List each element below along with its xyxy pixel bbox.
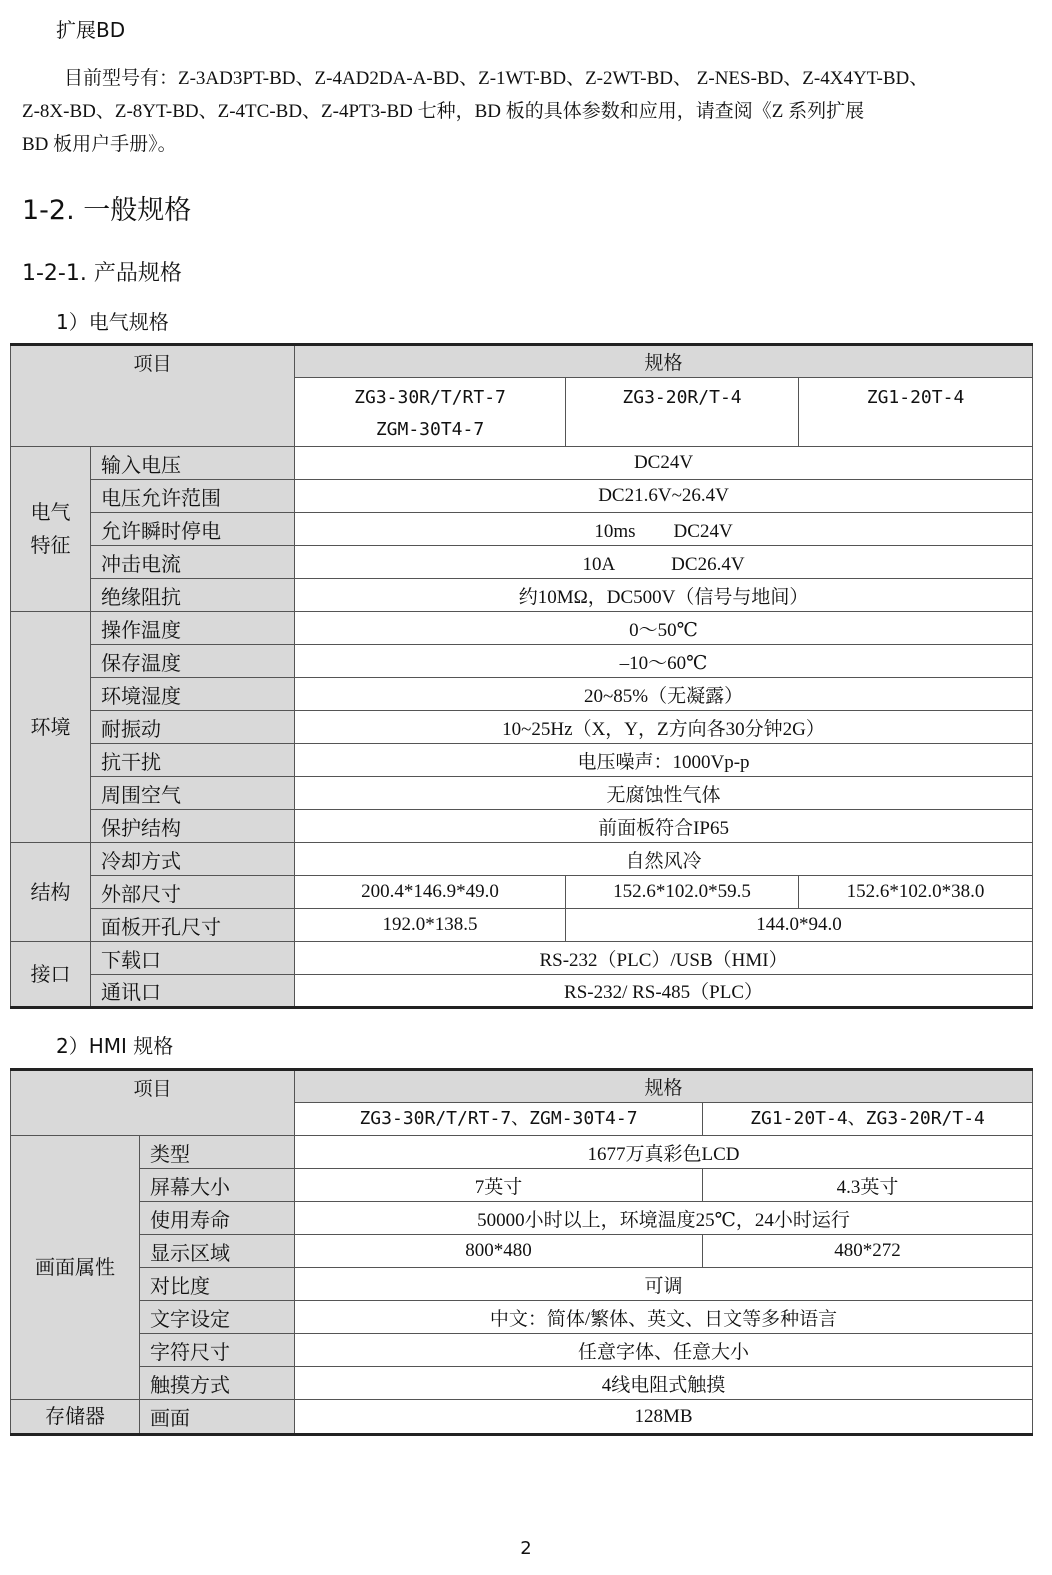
hmi-spec-table: [10, 1068, 1033, 1436]
label-cutout: 面板开孔尺寸: [91, 909, 295, 942]
heading-general-spec: 1-2. 一般规格: [22, 195, 192, 226]
model-col-2: ZG3-20R/T-4: [566, 378, 799, 447]
value-cutout-2: 144.0*94.0: [566, 909, 1033, 942]
value-air: 无腐蚀性气体: [295, 777, 1033, 810]
label-inrush-current: 冲击电流: [91, 546, 295, 579]
value-dimensions-2: 152.6*102.0*59.5: [566, 876, 799, 909]
hmi-model-col-2: ZG1-20T-4、ZG3-20R/T-4: [703, 1103, 1033, 1136]
label-insulation: 绝缘阻抗: [91, 579, 295, 612]
value-inrush-current: 10A DC26.4V: [295, 546, 1033, 579]
label-screen-mem: 画面: [140, 1400, 295, 1435]
intro-paragraph: [22, 62, 1012, 161]
subheading-electrical: 1）电气规格: [56, 310, 169, 334]
value-type: 1677万真彩色LCD: [295, 1136, 1033, 1169]
label-vibration: 耐振动: [91, 711, 295, 744]
page-number: 2: [520, 1538, 532, 1559]
value-protection: 前面板符合IP65: [295, 810, 1033, 843]
label-contrast: 对比度: [140, 1268, 295, 1301]
header-item: 项目: [11, 345, 295, 447]
label-voltage-range: 电压允许范围: [91, 480, 295, 513]
label-air: 周围空气: [91, 777, 295, 810]
label-display-area: 显示区域: [140, 1235, 295, 1268]
value-voltage-range: DC21.6V~26.4V: [295, 480, 1033, 513]
label-lifetime: 使用寿命: [140, 1202, 295, 1235]
value-contrast: 可调: [295, 1268, 1033, 1301]
label-humidity: 环境湿度: [91, 678, 295, 711]
label-input-voltage: 输入电压: [91, 447, 295, 480]
hmi-model-col-1: ZG3-30R/T/RT-7、ZGM-30T4-7: [295, 1103, 703, 1136]
value-cooling: 自然风冷: [295, 843, 1033, 876]
group-structure: 结构: [11, 843, 91, 942]
group-storage: 存储器: [11, 1400, 140, 1435]
value-power-interrupt: 10ms DC24V: [295, 513, 1033, 546]
value-touch: 4线电阻式触摸: [295, 1367, 1033, 1400]
label-download-port: 下载口: [91, 942, 295, 975]
value-noise: 电压噪声：1000Vp-p: [295, 744, 1033, 777]
paragraph-line-3: BD 板用户手册》。: [22, 134, 177, 155]
label-protection: 保护结构: [91, 810, 295, 843]
label-text-setting: 文字设定: [140, 1301, 295, 1334]
value-cutout-1: 192.0*138.5: [295, 909, 566, 942]
value-vibration: 10~25Hz（X，Y，Z方向各30分钟2G）: [295, 711, 1033, 744]
label-char-size: 字符尺寸: [140, 1334, 295, 1367]
value-display-area-1: 800*480: [295, 1235, 703, 1268]
value-lifetime: 50000小时以上，环境温度25℃，24小时运行: [295, 1202, 1033, 1235]
model-col-3: ZG1-20T-4: [799, 378, 1033, 447]
group-electrical: 电气特征: [11, 447, 91, 612]
value-dimensions-1: 200.4*146.9*49.0: [295, 876, 566, 909]
value-download-port: RS-232（PLC）/USB（HMI）: [295, 942, 1033, 975]
value-humidity: 20~85%（无凝露）: [295, 678, 1033, 711]
label-comm-port: 通讯口: [91, 975, 295, 1008]
section-head: 扩展BD: [56, 18, 126, 42]
value-screen-size-2: 4.3英寸: [703, 1169, 1033, 1202]
value-display-area-2: 480*272: [703, 1235, 1033, 1268]
label-noise: 抗干扰: [91, 744, 295, 777]
label-dimensions: 外部尺寸: [91, 876, 295, 909]
value-screen-mem: 128MB: [295, 1400, 1033, 1435]
label-screen-size: 屏幕大小: [140, 1169, 295, 1202]
value-storage-temp: –10～60℃: [295, 645, 1033, 678]
label-type: 类型: [140, 1136, 295, 1169]
value-char-size: 任意字体、任意大小: [295, 1334, 1033, 1367]
header-spec: 规格: [295, 345, 1033, 378]
label-storage-temp: 保存温度: [91, 645, 295, 678]
label-power-interrupt: 允许瞬时停电: [91, 513, 295, 546]
paragraph-line-1: 目前型号有：Z-3AD3PT-BD、Z-4AD2DA-A-BD、Z-1WT-BD、Z-2WT-BD、 Z-NES-BD、Z-4X4YT-BD、: [64, 68, 929, 89]
heading-product-spec: 1-2-1. 产品规格: [22, 261, 182, 286]
value-dimensions-3: 152.6*102.0*38.0: [799, 876, 1033, 909]
hmi-header-spec: 规格: [295, 1070, 1033, 1103]
label-cooling: 冷却方式: [91, 843, 295, 876]
value-comm-port: RS-232/ RS-485（PLC）: [295, 975, 1033, 1008]
value-text-setting: 中文：简体/繁体、英文、日文等多种语言: [295, 1301, 1033, 1334]
label-op-temp: 操作温度: [91, 612, 295, 645]
subheading-hmi: 2）HMI 规格: [56, 1034, 174, 1058]
model-col-1: [295, 378, 566, 447]
electrical-spec-table: [10, 343, 1033, 1009]
value-input-voltage: DC24V: [295, 447, 1033, 480]
value-insulation: 约10MΩ，DC500V（信号与地间）: [295, 579, 1033, 612]
model-1-line-2: ZGM-30T4-7: [375, 419, 485, 440]
paragraph-line-2: Z-8X-BD、Z-8YT-BD、Z-4TC-BD、Z-4PT3-BD 七种，BD 板的具体参数和应用，请查阅《Z 系列扩展: [22, 101, 865, 122]
label-touch: 触摸方式: [140, 1367, 295, 1400]
group-interface: 接口: [11, 942, 91, 1008]
model-1-line-1: ZG3-30R/T/RT-7: [354, 387, 506, 408]
value-screen-size-1: 7英寸: [295, 1169, 703, 1202]
group-environment: 环境: [11, 612, 91, 843]
group-display: 画面属性: [11, 1136, 140, 1400]
value-op-temp: 0～50℃: [295, 612, 1033, 645]
hmi-header-item: 项目: [11, 1070, 295, 1136]
